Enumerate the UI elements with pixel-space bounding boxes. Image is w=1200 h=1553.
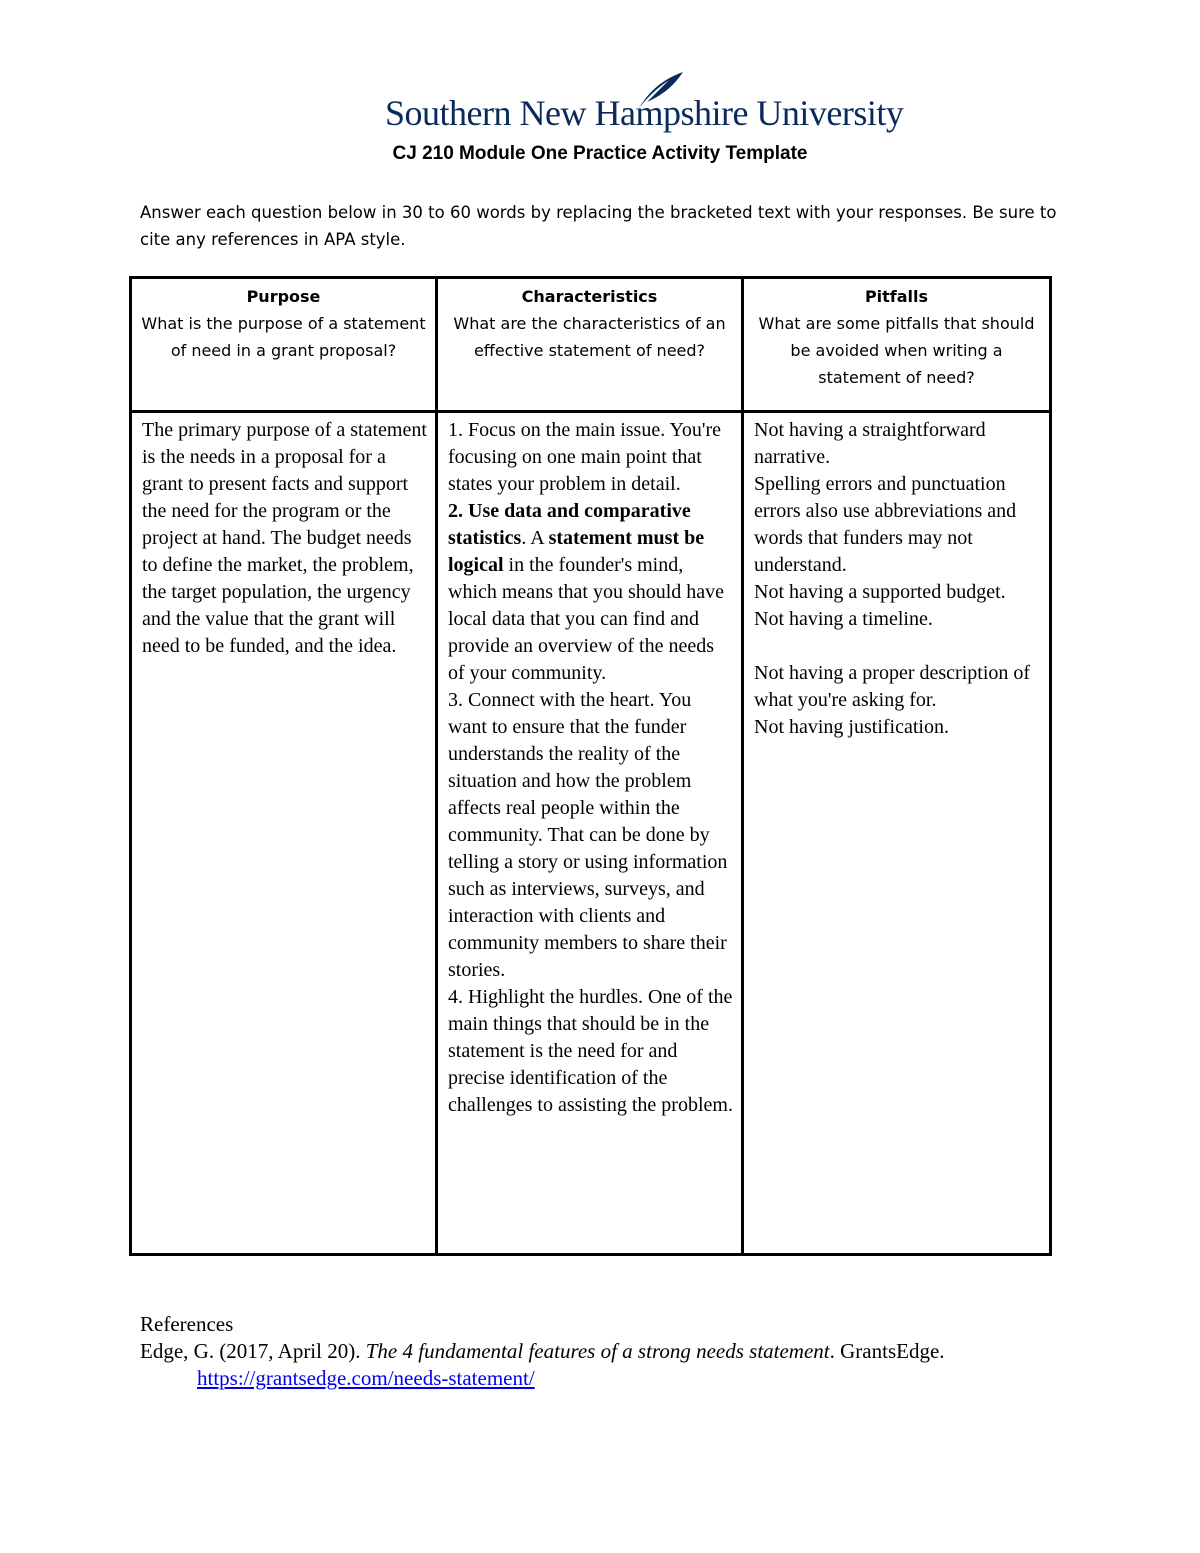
pitfall-item: Not having a timeline. — [754, 608, 933, 630]
text-run: in the founder's mind, which means that you should have local data that you can find and provide an overview of the needs of your community. — [448, 554, 725, 684]
text-run: . A — [521, 527, 549, 549]
instructions: Answer each question below in 30 to 60 words by replacing the bracketed text with your responses. Be sure to cite any references in APA style. — [140, 203, 1057, 249]
references-heading: References — [140, 1312, 234, 1336]
header-question: What are the characteristics of an effective statement of need? — [453, 314, 726, 360]
header-heading: Characteristics — [521, 287, 658, 306]
characteristic-item: 3. Connect with the heart. You want to ensure that the funder understands the reality of the situation and how the problem affects real people within the community. That can be done by telling a story or using information such as interviews, surveys, and interaction with clients and community members to share their stories. — [448, 689, 728, 981]
header-heading: Purpose — [246, 287, 321, 306]
bold-text: 2. Use data and comparative statistics — [448, 500, 691, 549]
table-header-row — [131, 278, 1051, 412]
pitfalls-answer-cell[interactable] — [743, 412, 1051, 1255]
reference-entry — [140, 1338, 1100, 1365]
header-characteristics — [437, 278, 743, 412]
characteristic-item — [448, 498, 733, 687]
pitfall-item: Not having justification. — [754, 716, 949, 738]
purpose-answer: The primary purpose of a statement is the needs in a proposal for a grant to present facts and support the need for the program or the project at hand. The budget needs to define the market, the problem, the target population, the urgency and the value that the grant will need to be funded, and the idea. — [142, 419, 427, 657]
logo-text: Southern New Hampshire University — [385, 93, 904, 133]
purpose-answer-cell[interactable] — [131, 412, 437, 1255]
header-heading: Pitfalls — [864, 287, 929, 306]
spacer — [754, 633, 1041, 660]
reference-title: The 4 fundamental features of a strong needs statement — [365, 1339, 830, 1363]
pitfall-item: Not having a proper description of what you're asking for. — [754, 662, 1031, 711]
university-logo — [385, 70, 904, 140]
reference-link[interactable]: https://grantsedge.com/needs-statement/ — [197, 1366, 535, 1390]
header-purpose — [131, 278, 437, 412]
references-section — [140, 1311, 1100, 1392]
text-run: . GrantsEdge. — [829, 1339, 945, 1363]
activity-table — [129, 276, 1052, 1256]
leaf-icon — [635, 70, 685, 110]
bold-text: statement must be logical — [448, 527, 705, 576]
header-question: What is the purpose of a statement of need in a grant proposal? — [141, 314, 426, 360]
header-pitfalls — [743, 278, 1051, 412]
characteristic-item: 4. Highlight the hurdles. One of the main things that should be in the statement is the need for and precise identification of the challenges to assisting the problem. — [448, 986, 733, 1116]
text-run: Edge, G. (2017, April 20). — [140, 1339, 366, 1363]
page-title: CJ 210 Module One Practice Activity Template — [392, 143, 808, 164]
reference-url-line — [140, 1365, 1100, 1392]
header-question: What are some pitfalls that should be avoided when writing a statement of need? — [758, 314, 1035, 387]
pitfall-item: Not having a supported budget. — [754, 581, 1006, 603]
table-body-row — [131, 412, 1051, 1255]
characteristics-answer-cell[interactable] — [437, 412, 743, 1255]
characteristic-item: 1. Focus on the main issue. You're focusing on one main point that states your problem in detail. — [448, 419, 722, 495]
pitfall-item: Not having a straightforward narrative. — [754, 419, 986, 468]
pitfall-item: Spelling errors and punctuation errors also use abbreviations and words that funders may not understand. — [754, 473, 1017, 576]
